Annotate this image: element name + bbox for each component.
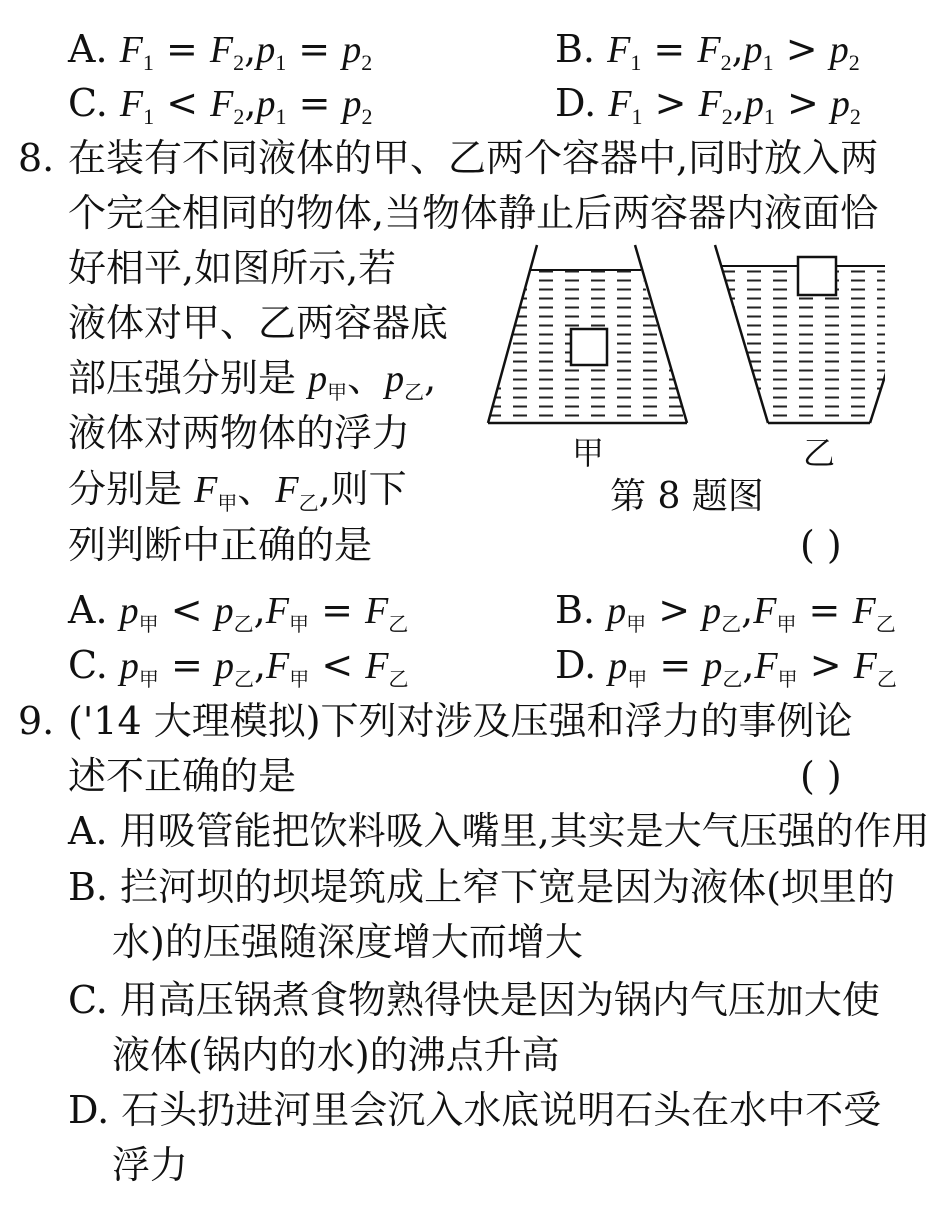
q9-stem-line1: ('14 大理模拟)下列对涉及压强和浮力的事例论 (68, 699, 853, 743)
q9-number: 9. (18, 699, 55, 743)
q9-option-c-line2: 液体(锅内的水)的沸点升高 (112, 1033, 560, 1077)
q9-answer-blank[interactable]: ( ) (800, 754, 842, 798)
q8-stem-line1: 在装有不同液体的甲、乙两个容器中,同时放入两 (68, 136, 879, 180)
q8-stem-line2: 个完全相同的物体,当物体静止后两容器内液面恰 (68, 191, 879, 235)
label-jia: 甲 (571, 434, 605, 472)
q9-stem-line2: 述不正确的是 (68, 754, 297, 798)
container-yi (715, 245, 885, 423)
q9-option-d-line1[interactable]: D. 石头扔进河里会沉入水底说明石头在水中不受 (68, 1088, 882, 1132)
q8-figure (485, 240, 885, 510)
object-jia (571, 329, 607, 365)
q8-figure-caption: 第 8 题图 (610, 476, 764, 517)
q8-option-b[interactable]: B. $p_甲 > p_乙,F_甲 = F_乙$ (555, 588, 896, 636)
q9-option-d-line2: 浮力 (112, 1143, 189, 1187)
q8-stem-line6: 液体对两物体的浮力 (68, 411, 411, 455)
q7-option-d[interactable]: D. $F_1 > F_2,p_1 > p_2$ (555, 81, 861, 129)
q8-number: 8. (18, 136, 55, 180)
q7-option-a[interactable]: A. $F_1 = F_2,p_1 = p_2$ (68, 27, 373, 75)
q9-option-c-line1[interactable]: C. 用高压锅煮食物熟得快是因为锅内气压加大使 (68, 978, 880, 1022)
object-yi (798, 257, 836, 295)
q9-option-b-line2: 水)的压强随深度增大而增大 (112, 920, 583, 964)
q9-option-a[interactable]: A. 用吸管能把饮料吸入嘴里,其实是大气压强的作用 (68, 809, 930, 853)
q8-option-d[interactable]: D. $p_甲 = p_乙,F_甲 > F_乙$ (555, 643, 897, 691)
q8-stem-line8: 列判断中正确的是 (68, 523, 373, 567)
q8-stem-line3: 好相平,如图所示,若 (68, 246, 397, 290)
container-jia (485, 245, 695, 423)
label-yi: 乙 (802, 434, 836, 472)
q7-option-b[interactable]: B. $F_1 = F_2,p_1 > p_2$ (555, 27, 860, 75)
q8-answer-blank[interactable]: ( ) (800, 523, 842, 567)
q8-stem-line5: 部压强分别是 $p_甲$、$p_乙$, (68, 356, 437, 404)
q8-stem-line7: 分别是 $F_甲$、$F_乙$,则下 (68, 467, 407, 515)
q8-option-a[interactable]: A. $p_甲 < p_乙,F_甲 = F_乙$ (68, 588, 409, 636)
q9-option-b-line1[interactable]: B. 拦河坝的坝堤筑成上窄下宽是因为液体(坝里的 (68, 865, 895, 909)
q7-option-c[interactable]: C. $F_1 < F_2,p_1 = p_2$ (68, 81, 373, 129)
q8-stem-line4: 液体对甲、乙两容器底 (68, 301, 449, 345)
q8-option-c[interactable]: C. $p_甲 = p_乙,F_甲 < F_乙$ (68, 643, 409, 691)
